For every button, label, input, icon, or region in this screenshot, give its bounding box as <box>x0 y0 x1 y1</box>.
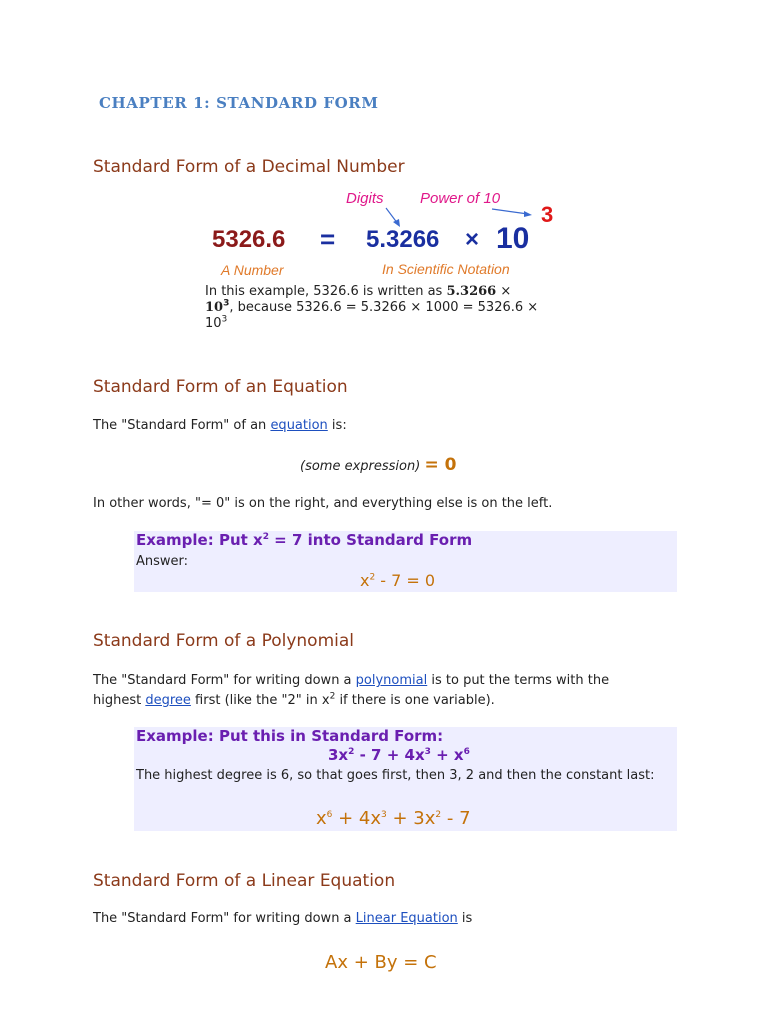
example-box-polynomial <box>134 727 677 831</box>
note-bold-mantissa: 5.3266 <box>446 284 497 299</box>
formula-equals-zero: = 0 <box>424 455 457 475</box>
note-times: × <box>496 284 512 299</box>
label-digits: Digits <box>346 190 384 207</box>
note-bold-base: 10 <box>205 300 224 315</box>
answer-x: x <box>360 571 370 590</box>
equation-intro-text: The "Standard Form" of an <box>93 418 271 433</box>
polynomial-result <box>316 808 471 829</box>
heading-decimal-number: Standard Form of a Decimal Number <box>93 157 405 177</box>
label-scientific-notation: In Scientific Notation <box>382 261 510 277</box>
formula-expression: (some expression) <box>300 459 421 474</box>
equation-link[interactable]: equation <box>270 418 328 433</box>
heading-linear-equation: Standard Form of a Linear Equation <box>93 871 396 891</box>
linear-intro-after: is <box>457 911 473 926</box>
poly-line2-text: highest <box>93 693 146 708</box>
label-a-number: A Number <box>221 262 284 278</box>
note-text-2: , because 5326.6 = 5.3266 × 1000 = 5326.6 × <box>229 300 539 315</box>
linear-intro-text: The "Standard Form" for writing down a <box>93 911 356 926</box>
expr-c: + x <box>430 746 464 764</box>
polynomial-link[interactable]: polynomial <box>355 673 428 688</box>
expr-a-exp: 2 <box>348 747 355 757</box>
degree-link[interactable]: degree <box>145 693 191 708</box>
chapter-title: CHAPTER 1: STANDARD FORM <box>99 94 379 112</box>
result-a-exp: 6 <box>326 810 333 820</box>
heading-equation: Standard Form of an Equation <box>93 377 348 397</box>
poly-line2-exp: 2 <box>329 691 336 702</box>
note-bold-exp: 3 <box>223 298 230 309</box>
answer-formula <box>360 571 435 590</box>
poly-line2-mid: first (like the "2" in x <box>190 693 330 708</box>
example-title-text: Example: Put x <box>136 531 263 549</box>
equation-intro <box>93 416 347 436</box>
example-title-exp: 2 <box>262 532 269 542</box>
note-base: 10 <box>205 316 222 331</box>
example-title-equation <box>136 531 472 549</box>
example-box-equation <box>134 531 677 592</box>
result-b-exp: 3 <box>381 810 387 820</box>
label-power-of-10: Power of 10 <box>420 190 501 207</box>
expr-b-exp: 3 <box>424 747 431 757</box>
figure-equals: = <box>320 224 336 254</box>
answer-rest: - 7 = 0 <box>375 571 436 590</box>
answer-exp: 2 <box>369 572 376 583</box>
scientific-notation-figure <box>206 182 566 282</box>
equation-intro-after: is: <box>327 418 347 433</box>
figure-mantissa: 5.3266 <box>366 226 440 253</box>
linear-formula: Ax + By = C <box>325 952 437 973</box>
answer-label: Answer: <box>136 554 189 569</box>
poly-line1-after: is to put the terms with the <box>427 673 610 688</box>
standard-form-formula <box>300 455 456 475</box>
polynomial-expression <box>328 746 470 764</box>
heading-polynomial: Standard Form of a Polynomial <box>93 631 355 651</box>
linear-intro <box>93 909 472 929</box>
polynomial-intro-line-1 <box>93 671 609 691</box>
result-b: + 4x <box>332 808 382 829</box>
figure-base: 10 <box>496 222 530 255</box>
result-c: + 3x <box>386 808 436 829</box>
note-exp: 3 <box>221 314 228 325</box>
polynomial-intro-line-2 <box>93 691 495 711</box>
expr-a: 3x <box>328 746 349 764</box>
poly-line1-text: The "Standard Form" for writing down a <box>93 673 356 688</box>
result-d: - 7 <box>441 808 471 829</box>
figure-number: 5326.6 <box>212 226 286 253</box>
expr-b: - 7 + 4x <box>354 746 425 764</box>
example-title-polynomial: Example: Put this in Standard Form: <box>136 727 444 745</box>
polynomial-explanation: The highest degree is 6, so that goes first, then 3, 2 and then the constant last: <box>136 768 655 783</box>
note-text-1: In this example, 5326.6 is written as <box>205 284 447 299</box>
figure-times: × <box>465 226 480 253</box>
figure-exponent: 3 <box>541 202 554 227</box>
poly-line2-after: if there is one variable). <box>335 693 495 708</box>
example-title-after: = 7 into Standard Form <box>268 531 473 549</box>
expr-c-exp: 6 <box>463 747 470 757</box>
linear-equation-link[interactable]: Linear Equation <box>355 911 458 926</box>
scientific-notation-note <box>205 284 565 332</box>
result-c-exp: 2 <box>435 810 442 820</box>
equation-note: In other words, "= 0" is on the right, and everything else is on the left. <box>93 496 553 511</box>
result-a: x <box>316 808 327 829</box>
